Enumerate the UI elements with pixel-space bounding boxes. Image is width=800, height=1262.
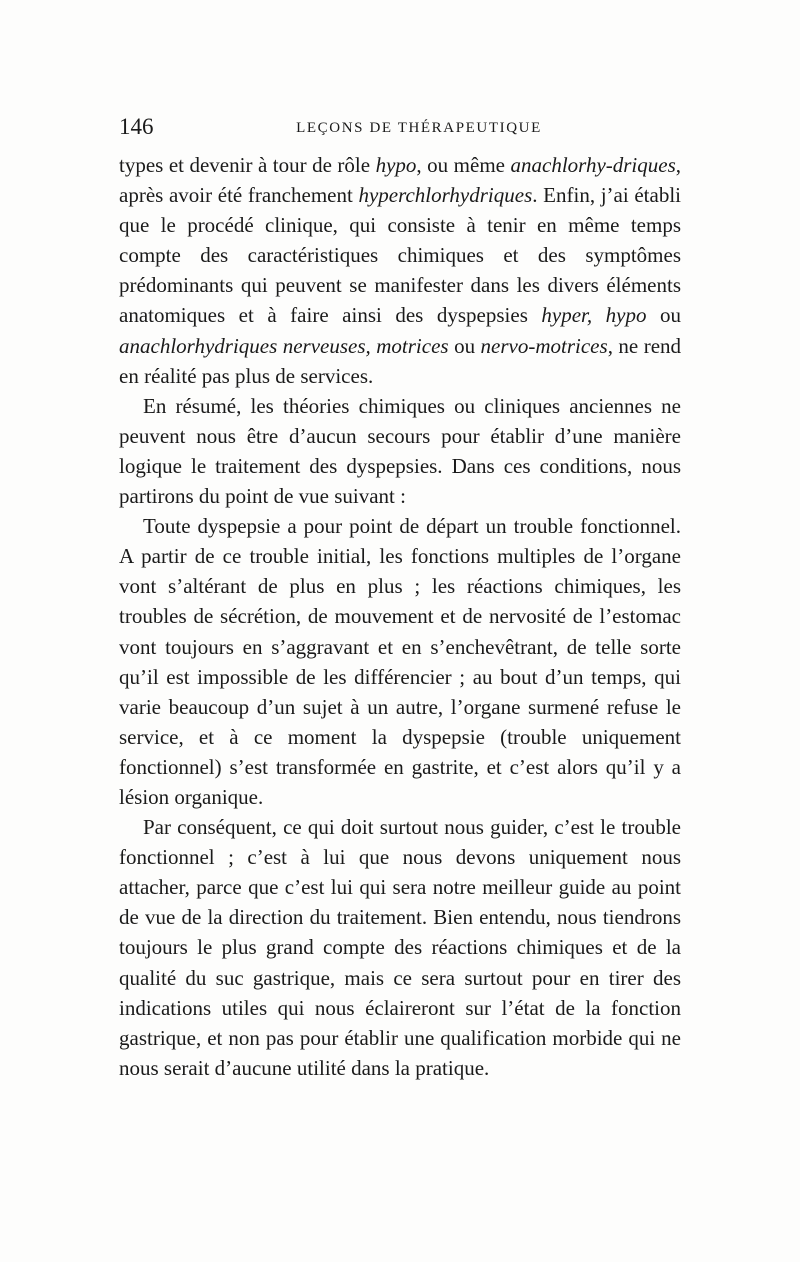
paragraph-continued <box>119 150 681 391</box>
text-run: , ne rend en réalité pas plus de services. <box>119 333 682 388</box>
italic-term: hyperchlorhydriques <box>358 183 533 208</box>
italic-term: nervo-motrices <box>480 333 608 358</box>
paragraph-conclusion: Par conséquent, ce qui doit surtout nous guider, c’est le trouble fonctionnel ; c’est à lui que nous devons uniquement nous attacher, parce que c’est lui qui sera notre meilleur guide au point de vue de la direction du traitement. Bien entendu, nous tiendrons toujours le plus grand compte des réactions chimiques et de la qualité du suc gastrique, mais ce sera surtout pour en tirer des indications utiles qui nous éclaireront sur l’état de la fonction gastrique, et non pas pour établir une qualification morbide qui ne nous serait d’aucune utilité dans la pratique. <box>119 815 681 1080</box>
italic-term: anachlorhy-driques <box>510 153 676 177</box>
body-text <box>119 150 681 1083</box>
text-run: ou <box>448 333 481 358</box>
text-run: , ou même <box>416 153 511 177</box>
text-run: . Enfin, j’ai établi que le procédé clinique, qui consiste à tenir en même temps compte des caractéristiques chimiques et des symptômes prédominants qui peuvent se manifester dans les divers éléments anatomiques et à faire ainsi des dyspepsies <box>119 183 681 328</box>
italic-term: anachlorhydriques nerveuses, motrices <box>119 333 449 358</box>
running-header <box>119 112 681 142</box>
text-run: , après avoir été franchement <box>119 153 682 208</box>
italic-term: hypo <box>375 153 417 177</box>
paragraph-summary: En résumé, les théories chimiques ou cliniques anciennes ne peuvent nous être d’aucun secours pour établir d’une manière logique le traitement des dyspepsies. Dans ces conditions, nous partirons du point de vue suivant : <box>119 393 681 509</box>
page-number: 146 <box>119 114 154 139</box>
running-title: LEÇONS DE THÉRAPEUTIQUE <box>296 120 542 136</box>
paragraph-functional-trouble: Toute dyspepsie a pour point de départ un trouble fonctionnel. A partir de ce trouble initial, les fonctions multiples de l’organe vont s’altérant de plus en plus ; les réactions chimiques, les troubles de sécrétion, de mouvement et de nervosité de l’estomac vont toujours en s’aggravant et en s’enchevêtrant, de telle sorte qu’il est impossible de les différencier ; au bout d’un temps, qui varie beaucoup d’un sujet à un autre, l’organe surmené refuse le service, et à ce moment la dyspepsie (trouble uniquement fonctionnel) s’est transformée en gastrite, et c’est alors qu’il y a lésion organique. <box>119 514 681 809</box>
italic-term: hyper, hypo <box>541 303 647 328</box>
text-run: ou <box>646 303 682 328</box>
text-run: types et devenir à tour de rôle <box>119 153 376 177</box>
